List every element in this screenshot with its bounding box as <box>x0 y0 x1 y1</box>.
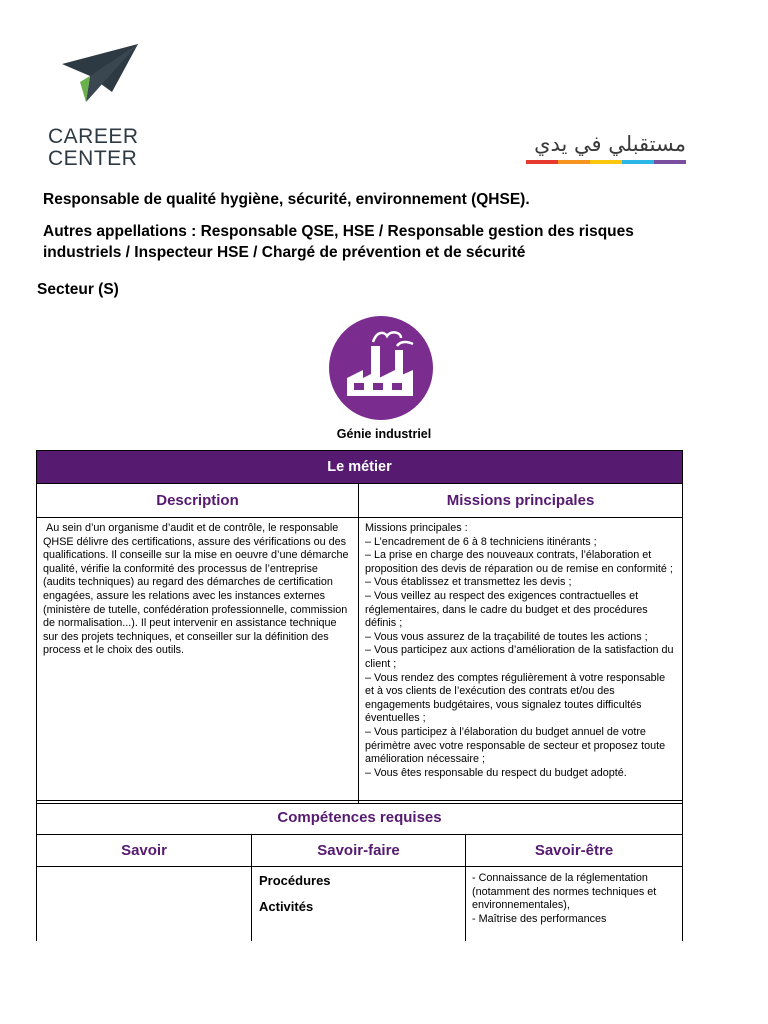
job-title: Responsable de qualité hygiène, sécurité, environnement (QHSE). <box>43 191 530 208</box>
savoir-title: Savoir <box>37 835 252 867</box>
other-names: Autres appellations : Responsable QSE, HSE / Responsable gestion des risques industriels / Inspecteur HSE / Chargé de prévention et de sécurité <box>43 223 634 261</box>
mission-item: – L’encadrement de 6 à 8 techniciens itinérants ; <box>365 535 597 548</box>
sector-name: Génie industriel <box>336 427 432 441</box>
sector-label: Secteur (S) <box>37 281 119 298</box>
mission-item: Missions principales : <box>365 522 468 534</box>
arabic-tagline: مستقبلي في يدي <box>534 132 686 156</box>
savoir-faire-item: Activités <box>259 899 314 914</box>
savoir-cell <box>37 867 252 942</box>
competences-table <box>36 800 683 941</box>
description-title: Description <box>37 484 359 518</box>
factory-icon <box>329 316 433 420</box>
brand-line-1: CAREER <box>48 125 139 148</box>
description-text: Au sein d’un organisme d’audit et de contrôle, le responsable QHSE délivre des certifications, assure des vérifications ou des qualifications. Il conseille sur la mise en oeuvre d’une démarche qualité, vérifie la conformité des processus de l’entreprise (audits techniques) au regard des démarches de certification engagées, assure les relations avec les instances externes (ministère de tutelle, confédération professionnelle, commission de normalisation...). Il peut intervenir en assistance technique sur des projets techniques, et conseiller sur la définition des process et le choix des outils. <box>43 522 349 657</box>
mission-item: – Vous participez à l’élaboration du budget annuel de votre périmètre avec votre responsable de secteur et proposez toute amélioration nécessaire ; <box>365 725 666 766</box>
mission-item: – Vous vous assurez de la traçabilité de toutes les actions ; <box>365 630 648 643</box>
mission-item: – Vous veillez au respect des exigences contractuelles et réglementaires, dans le cadre du budget et des procédures définis ; <box>365 589 648 630</box>
description-cell <box>37 518 359 804</box>
metier-header: Le métier <box>37 451 683 484</box>
missions-title: Missions principales <box>359 484 683 518</box>
arabic-tagline-logo <box>526 130 686 164</box>
savoir-faire-item: Procédures <box>259 873 331 888</box>
mission-item: – La prise en charge des nouveaux contrats, l’élaboration et proposition des devis de réparation ou de remise en conformité ; <box>365 549 673 575</box>
savoir-etre-item: - Maîtrise des performances <box>472 912 607 925</box>
savoir-faire-title: Savoir-faire <box>252 835 466 867</box>
brand-line-2: CENTER <box>48 147 138 170</box>
mission-item: – Vous rendez des comptes régulièrement à votre responsable et à vos clients de l’exécution des contrats et/ou des engagements budgétaires, vous signalez toutes difficultés éventuelles ; <box>365 671 666 725</box>
mission-item: – Vous établissez et transmettez les devis ; <box>365 576 572 589</box>
color-bar <box>526 160 686 164</box>
mission-item: – Vous êtes responsable du respect du budget adopté. <box>365 766 627 779</box>
savoir-etre-cell <box>466 867 683 942</box>
savoir-etre-title: Savoir-être <box>466 835 683 867</box>
missions-cell <box>359 518 683 804</box>
competences-header: Compétences requises <box>37 801 683 835</box>
savoir-etre-list <box>472 872 681 926</box>
paper-plane-icon <box>62 44 140 104</box>
mission-item: – Vous participez aux actions d’amélioration de la satisfaction du client ; <box>365 644 674 670</box>
savoir-faire-cell <box>252 867 466 942</box>
missions-list <box>365 522 676 780</box>
career-center-logo <box>44 44 154 170</box>
savoir-etre-item: - Connaissance de la réglementation (notamment des normes techniques et environnementales), <box>472 872 657 912</box>
metier-table <box>36 450 683 804</box>
